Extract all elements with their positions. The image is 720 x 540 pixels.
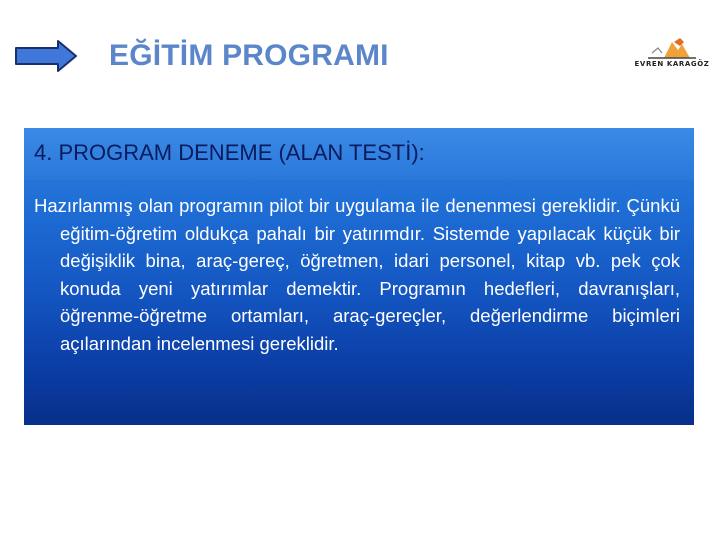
right-arrow-icon (14, 38, 78, 74)
body-paragraph: Hazırlanmış olan programın pilot bir uygulama ile denenmesi gereklidir. Çünkü eğitim-öğretim oldukça pahalı bir yatırımdır. Sistemde yapılacak küçük bir değişiklik bina, araç-gereç, öğretmen, idari personel, kitap vb. pek çok konuda yeni yatırımlar demektir. Programın hedefleri, davranışları, öğrenme-öğretme ortamları, araç-gereçler, değerlendirme biçimleri açılarından incelenmesi gereklidir. (34, 195, 680, 354)
logo-text: EVREN KARAGÖZ (634, 60, 710, 68)
logo-icon (634, 36, 710, 62)
section-heading: 4. PROGRAM DENEME (ALAN TESTİ): (34, 140, 425, 165)
slide-title: EĞİTİM PROGRAMI (109, 39, 389, 72)
logo (634, 36, 710, 72)
